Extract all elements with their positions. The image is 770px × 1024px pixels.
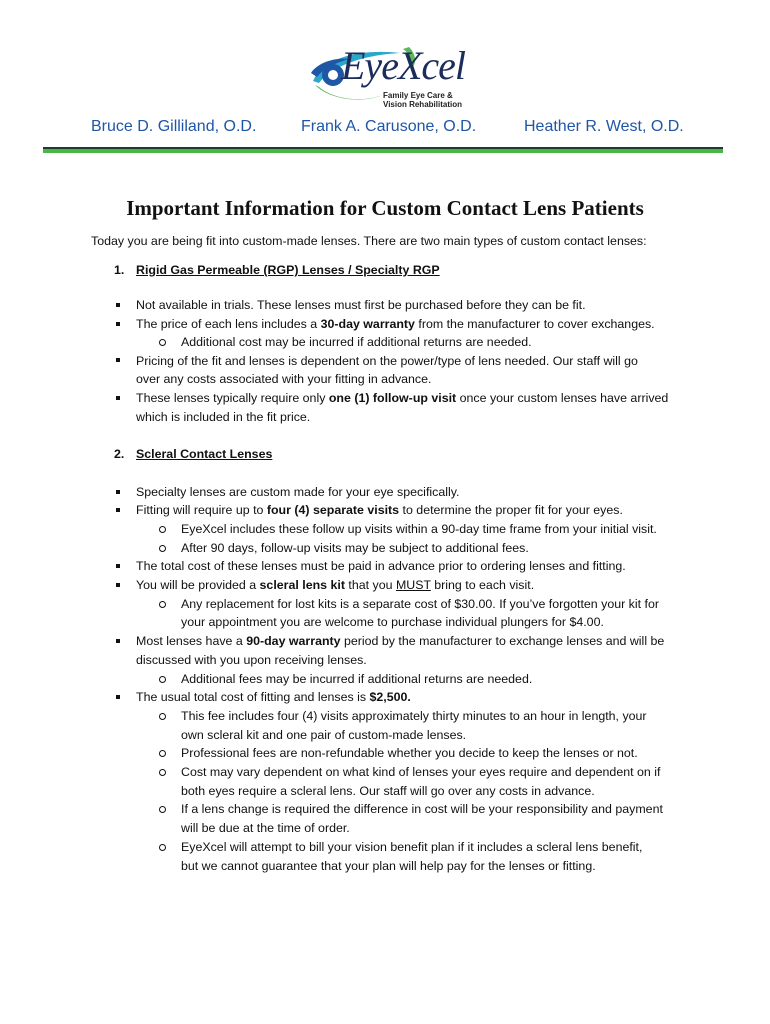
bold-text: 30-day warranty	[320, 317, 415, 331]
sub-bullet-marker	[159, 676, 166, 683]
bullet-text: Not available in trials. These lenses must first be purchased before they can be fit.	[136, 298, 586, 312]
sub-bullet-text: After 90 days, follow-up visits may be subject to additional fees.	[181, 541, 529, 555]
sub-bullet-text: Cost may vary dependent on what kind of lenses your eyes require and dependent on if	[181, 765, 661, 779]
bullet-text	[136, 689, 411, 705]
text-run: to determine the proper fit for your eyes.	[399, 503, 623, 517]
bold-text: 90-day warranty	[246, 634, 341, 648]
logo-brand-text: EyeXcel	[341, 43, 465, 88]
sub-bullet-marker	[159, 526, 166, 533]
sub-bullet-marker	[159, 844, 166, 851]
bullet-marker	[116, 564, 120, 568]
doctor-name: Heather R. West, O.D.	[524, 118, 684, 135]
sub-bullet-marker	[159, 339, 166, 346]
bullet-marker	[116, 303, 120, 307]
bullet-marker	[116, 358, 120, 362]
header-divider-green	[43, 149, 723, 153]
bold-text: four (4) separate visits	[266, 503, 400, 517]
sub-bullet-text: Professional fees are non-refundable whether you decide to keep the lenses or not.	[181, 746, 638, 760]
sub-bullet-text: EyeXcel will attempt to bill your vision benefit plan if it includes a scleral lens benefit,	[181, 840, 643, 854]
section-number: 2.	[114, 447, 125, 461]
text-run: once your custom lenses have arrived	[456, 391, 669, 405]
sub-bullet-text-continued: but we cannot guarantee that your plan will help pay for the lenses or fitting.	[181, 859, 596, 873]
eyexcel-logo	[305, 43, 475, 113]
bullet-marker	[116, 490, 120, 494]
text-run: period by the manufacturer to exchange lenses and will be	[340, 634, 665, 648]
doctor-name: Bruce D. Gilliland, O.D.	[91, 118, 257, 135]
bullet-text	[136, 390, 668, 406]
sub-bullet-text-continued: own scleral kit and one pair of custom-made lenses.	[181, 728, 467, 742]
page-title: Important Information for Custom Contact Lens Patients	[126, 196, 644, 220]
bullet-text-continued: over any costs associated with your fitting in advance.	[136, 372, 432, 386]
bullet-marker	[116, 508, 120, 512]
intro-text: Today you are being fit into custom-made lenses. There are two main types of custom contact lenses:	[91, 234, 647, 248]
doctor-name: Frank A. Carusone, O.D.	[301, 118, 477, 135]
text-run: Fitting will require up to	[136, 503, 267, 517]
section-heading: Scleral Contact Lenses	[136, 447, 273, 461]
text-run: from the manufacturer to cover exchanges.	[414, 317, 655, 331]
sub-bullet-text: If a lens change is required the difference in cost will be your responsibility and payment	[181, 802, 663, 816]
sub-bullet-text: Additional fees may be incurred if additional returns are needed.	[181, 672, 533, 686]
sub-bullet-text-continued: will be due at the time of order.	[181, 821, 350, 835]
bold-text: $2,500.	[369, 690, 411, 704]
sub-bullet-text: This fee includes four (4) visits approximately thirty minutes to an hour in length, your	[181, 709, 647, 723]
logo-tagline	[383, 91, 462, 109]
bullet-text-continued: discussed with you upon receiving lenses.	[136, 653, 367, 667]
bullet-marker	[116, 695, 120, 699]
sub-bullet-marker	[159, 713, 166, 720]
sub-bullet-text: Any replacement for lost kits is a separate cost of $30.00. If you’ve forgotten your kit for	[181, 597, 659, 611]
sub-bullet-marker	[159, 806, 166, 813]
bold-text: scleral lens kit	[259, 578, 345, 592]
section-number: 1.	[114, 263, 125, 277]
bullet-text: The total cost of these lenses must be paid in advance prior to ordering lenses and fitting.	[136, 559, 626, 573]
text-run: that you	[344, 578, 396, 592]
sub-bullet-text-continued: both eyes require a scleral lens. Our staff will go over any costs in advance.	[181, 784, 595, 798]
bullet-text	[136, 577, 534, 593]
sub-bullet-marker	[159, 769, 166, 776]
sub-bullet-text-continued: your appointment you are welcome to purchase individual plungers for $4.00.	[181, 615, 604, 629]
sub-bullet-marker	[159, 545, 166, 552]
bullet-marker	[116, 583, 120, 587]
bullet-text	[136, 502, 623, 518]
text-run: These lenses typically require only	[136, 391, 329, 405]
bullet-marker	[116, 396, 120, 400]
text-run: Most lenses have a	[136, 634, 247, 648]
text-run: The price of each lens includes a	[136, 317, 321, 331]
bullet-text	[136, 316, 655, 332]
bullet-text-continued: which is included in the fit price.	[136, 410, 311, 424]
bullet-marker	[116, 322, 120, 326]
bullet-marker	[116, 639, 120, 643]
text-run: You will be provided a	[136, 578, 260, 592]
logo-tagline-line-1: Family Eye Care &	[383, 91, 453, 100]
logo-tagline-line-2: Vision Rehabilitation	[383, 100, 462, 109]
text-run: The usual total cost of fitting and lenses is	[136, 690, 370, 704]
section-heading: Rigid Gas Permeable (RGP) Lenses / Specialty RGP	[136, 263, 440, 277]
sub-bullet-text: Additional cost may be incurred if additional returns are needed.	[181, 335, 532, 349]
sub-bullet-marker	[159, 750, 166, 757]
sub-bullet-marker	[159, 601, 166, 608]
bold-text: one (1) follow-up visit	[328, 391, 457, 405]
bullet-text	[136, 633, 664, 649]
bullet-text: Specialty lenses are custom made for your eye specifically.	[136, 485, 460, 499]
doctors-row	[0, 118, 770, 142]
sub-bullet-text: EyeXcel includes these follow up visits within a 90-day time frame from your initial visit.	[181, 522, 657, 536]
bullet-text: Pricing of the fit and lenses is dependent on the power/type of lens needed. Our staff will go	[136, 354, 638, 368]
text-run: bring to each visit.	[430, 578, 535, 592]
underlined-text: MUST	[395, 578, 431, 592]
